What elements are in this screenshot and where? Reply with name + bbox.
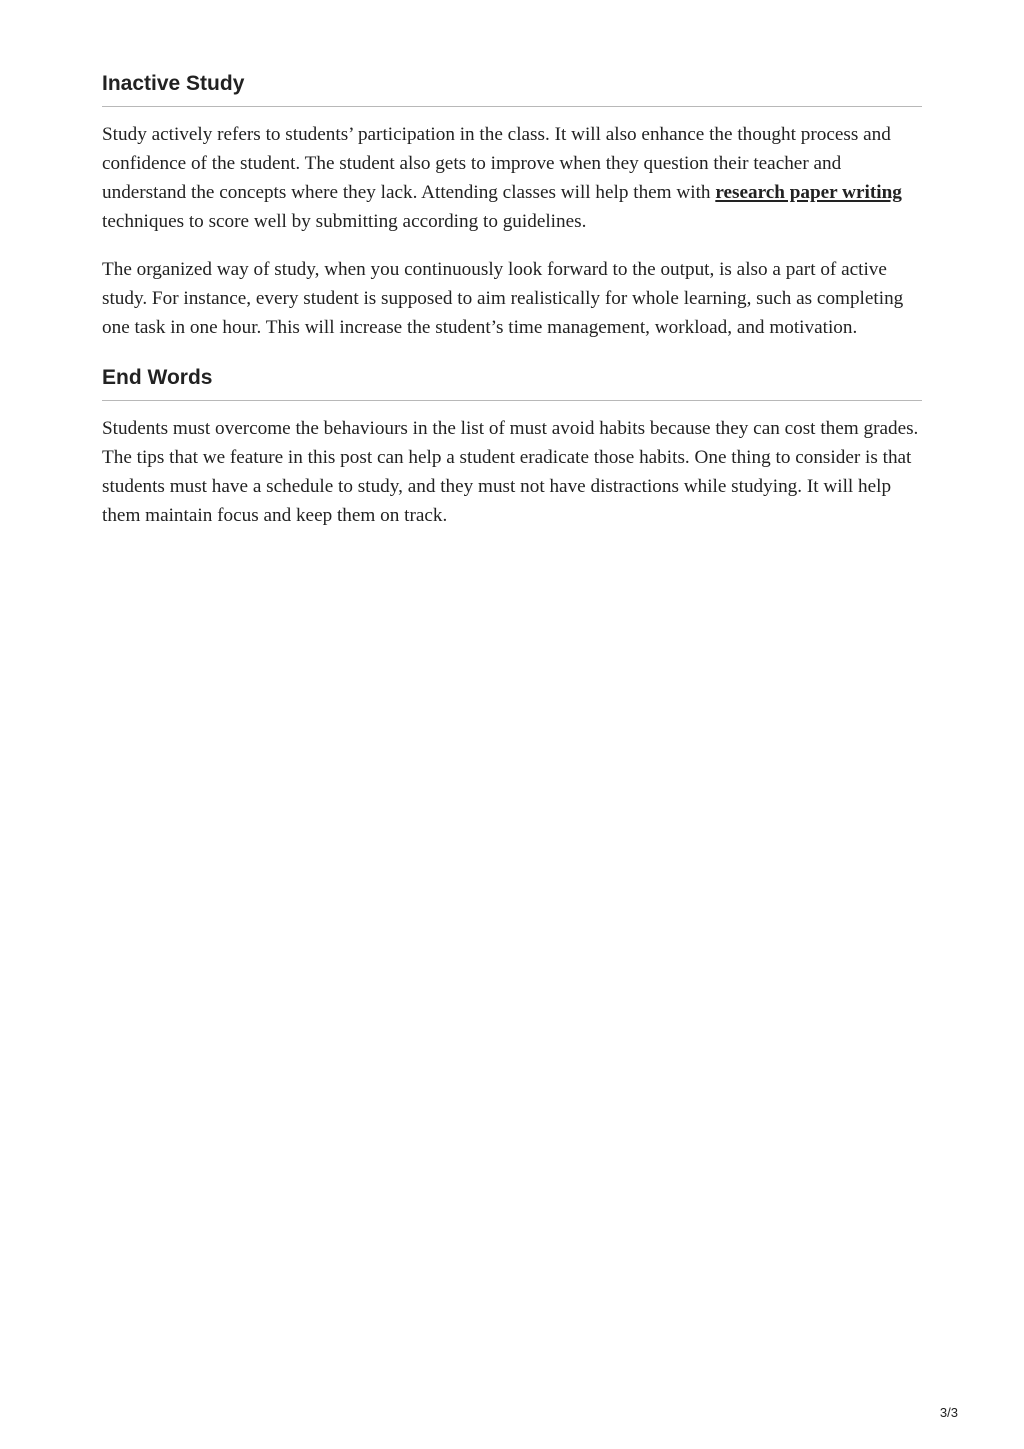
- paragraph-text-before-link: Study actively refers to students’ participation in the class. It will also enhance the thought process and confidence of the student. The student also gets to improve when they question their teacher and understand the concepts where they lack. Attending classes will help them with: [102, 124, 891, 203]
- section-heading-inactive-study: Inactive Study: [102, 70, 922, 107]
- document-page: [102, 70, 922, 530]
- paragraph-active-study-participation: [102, 120, 922, 236]
- paragraph-end-words: Students must overcome the behaviours in the list of must avoid habits because they can cost them grades. The tips that we feature in this post can help a student eradicate those habits. One thing to consider is that students must have a schedule to study, and they must not have distractions while studying. It will help them maintain focus and keep them on track.: [102, 418, 919, 526]
- research-paper-writing-link[interactable]: research paper writing: [715, 182, 902, 203]
- paragraph-organized-study: The organized way of study, when you continuously look forward to the output, is also a part of active study. For instance, every student is supposed to aim realistically for whole learning, such as completing one task in one hour. This will increase the student’s time management, workload, and motivation.: [102, 259, 904, 338]
- section-heading-end-words: End Words: [102, 364, 922, 401]
- paragraph-text-after-link: techniques to score well by submitting according to guidelines.: [102, 211, 587, 232]
- page-number: 3/3: [939, 1405, 958, 1420]
